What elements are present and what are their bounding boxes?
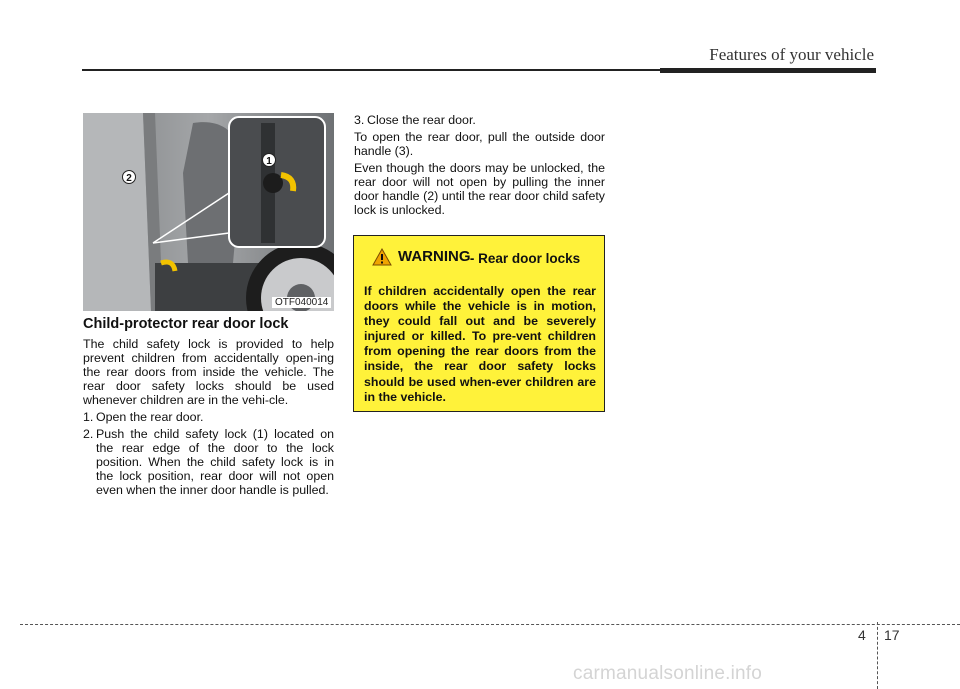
section-heading: Child-protector rear door lock	[83, 316, 289, 332]
header-title: Features of your vehicle	[709, 45, 874, 64]
warning-body: If children accidentally open the rear doors while the vehicle is in motion, they could fall out and be severely injured or killed. To pre-vent children from opening the rear doors from the inside, the rear door safety locks should be used when-ever children are in the vehicle.	[364, 284, 596, 404]
door-lock-photo	[83, 113, 334, 311]
warning-label: WARNING	[398, 248, 471, 265]
warning-box	[353, 235, 605, 412]
svg-text:2: 2	[126, 173, 132, 184]
header-rule-accent	[660, 68, 876, 73]
step-item	[354, 113, 605, 127]
callout-1	[263, 154, 276, 168]
step-number: 2.	[83, 427, 94, 441]
intro-paragraph: The child safety lock is provided to help prevent children from accidentally open-ing the rear doors from inside the vehicle. The rear door safety locks should be used whenever children are in the vehi-cle.	[83, 337, 334, 407]
callout-2	[123, 171, 136, 185]
step-number: 1.	[83, 410, 94, 424]
watermark: carmanualsonline.info	[573, 663, 763, 684]
step-item	[83, 410, 334, 424]
left-column	[83, 337, 334, 500]
figure-code: OTF040014	[272, 297, 331, 308]
footer-vertical-divider	[877, 622, 878, 689]
unlocked-paragraph: Even though the doors may be unlocked, the rear door will not open by pulling the inner door handle (2) until the rear door child safety lock is unlocked.	[354, 161, 605, 217]
open-door-paragraph: To open the rear door, pull the outside door handle (3).	[354, 130, 605, 158]
step-text: Close the rear door.	[367, 113, 476, 127]
svg-text:1: 1	[266, 156, 272, 167]
right-column	[354, 113, 605, 220]
step-item	[83, 427, 334, 497]
warning-subject: - Rear door locks	[469, 251, 581, 266]
step-text: Push the child safety lock (1) located on the rear edge of the door to the lock position. When the child safety lock is in the lock position, rear door will not open even when the inner door handle is pulled.	[96, 427, 334, 497]
footer-divider	[20, 624, 960, 625]
step-number: 3.	[354, 113, 365, 127]
chapter-number: 4	[858, 627, 866, 643]
step-text: Open the rear door.	[96, 410, 204, 424]
page-number: 17	[884, 627, 900, 643]
warning-triangle-icon	[372, 248, 392, 271]
